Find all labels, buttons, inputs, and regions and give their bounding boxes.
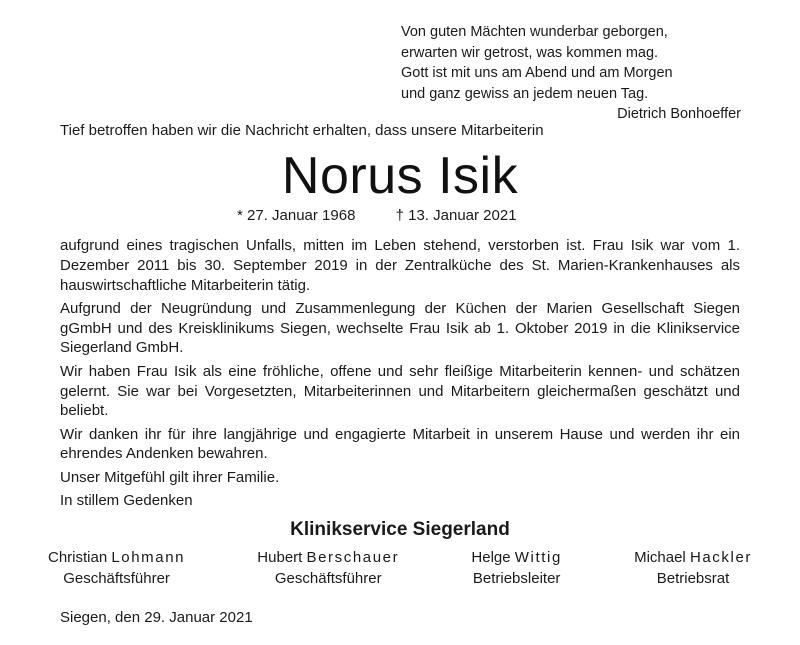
organization-name: Klinikservice Siegerland <box>290 519 510 540</box>
poem-line-1: Von guten Mächten wunderbar geborgen, <box>401 24 668 40</box>
signer-last-name: Lohmann <box>111 549 186 566</box>
signer <box>463 547 569 589</box>
signer-last-name: Wittig <box>514 549 562 566</box>
poem-line-3: Gott ist mit uns am Abend und am Morgen <box>401 65 673 81</box>
signer <box>40 547 193 589</box>
signer-first-name: Michael <box>634 549 686 566</box>
signers-row <box>40 547 760 589</box>
place-and-date: Siegen, den 29. Januar 2021 <box>60 609 253 626</box>
life-dates <box>237 206 517 226</box>
signer-role: Geschäftsführer <box>63 570 170 587</box>
signer-name <box>257 547 399 568</box>
obituary-body <box>60 236 740 514</box>
signer <box>626 547 760 589</box>
signer-name <box>471 547 561 568</box>
signer-last-name: Berschauer <box>306 549 400 566</box>
signer <box>249 547 407 589</box>
intro-text: Tief betroffen haben wir die Nachricht erhalten, dass unsere Mitarbeiterin <box>60 122 544 139</box>
paragraph-1: aufgrund eines tragischen Unfalls, mitten im Leben stehend, verstorben ist. Frau Isik war vom 1. Dezember 2011 bis 30. September 2019 in der Zentralküche des St. Marien-Krankenhauses als hauswirtschaftliche Mitarbeiterin tätig. <box>60 237 740 294</box>
deceased-name: Norus Isik <box>281 147 519 205</box>
poem-line-2: erwarten wir getrost, was kommen mag. <box>401 44 659 61</box>
signer-first-name: Christian <box>48 549 108 566</box>
epigraph-poem <box>401 22 741 125</box>
signer-role: Betriebsrat <box>656 570 730 587</box>
birth-date: * 27. Januar 1968 <box>237 207 356 224</box>
signer-name <box>48 547 185 568</box>
poem-author: Dietrich Bonhoeffer <box>617 106 741 122</box>
death-date: † 13. Januar 2021 <box>395 207 517 224</box>
paragraph-4: Wir danken ihr für ihre langjährige und engagierte Mitarbeit in unserem Hause und werden ihr ein ehrendes Andenken bewahren. <box>60 425 740 463</box>
signer-first-name: Hubert <box>257 549 303 566</box>
signer-name <box>634 547 752 568</box>
paragraph-3: Wir haben Frau Isik als eine fröhliche, offene und sehr fleißige Mitarbeiterin kennen- und schätzen gelernt. Sie war bei Vorgesetzten, Mitarbeiterinnen und Mitarbeitern gleichermaßen geschätzt und beliebt. <box>60 362 740 420</box>
signer-role: Betriebsleiter <box>472 570 561 587</box>
poem-line-4: und ganz gewiss an jedem neuen Tag. <box>401 85 649 102</box>
sympathy-line: Unser Mitgefühl gilt ihrer Familie. <box>60 468 280 486</box>
closing-line: In stillem Gedenken <box>60 492 193 510</box>
signer-role: Geschäftsführer <box>274 570 382 587</box>
signer-first-name: Helge <box>471 549 511 566</box>
paragraph-2: Aufgrund der Neugründung und Zusammenlegung der Küchen der Marien Gesellschaft Siegen gGmbH und des Kreisklinikums Siegen, wechselte Frau Isik ab 1. Oktober 2019 in die Klinikservice Siegerland GmbH. <box>60 299 740 357</box>
signer-last-name: Hackler <box>689 549 752 566</box>
